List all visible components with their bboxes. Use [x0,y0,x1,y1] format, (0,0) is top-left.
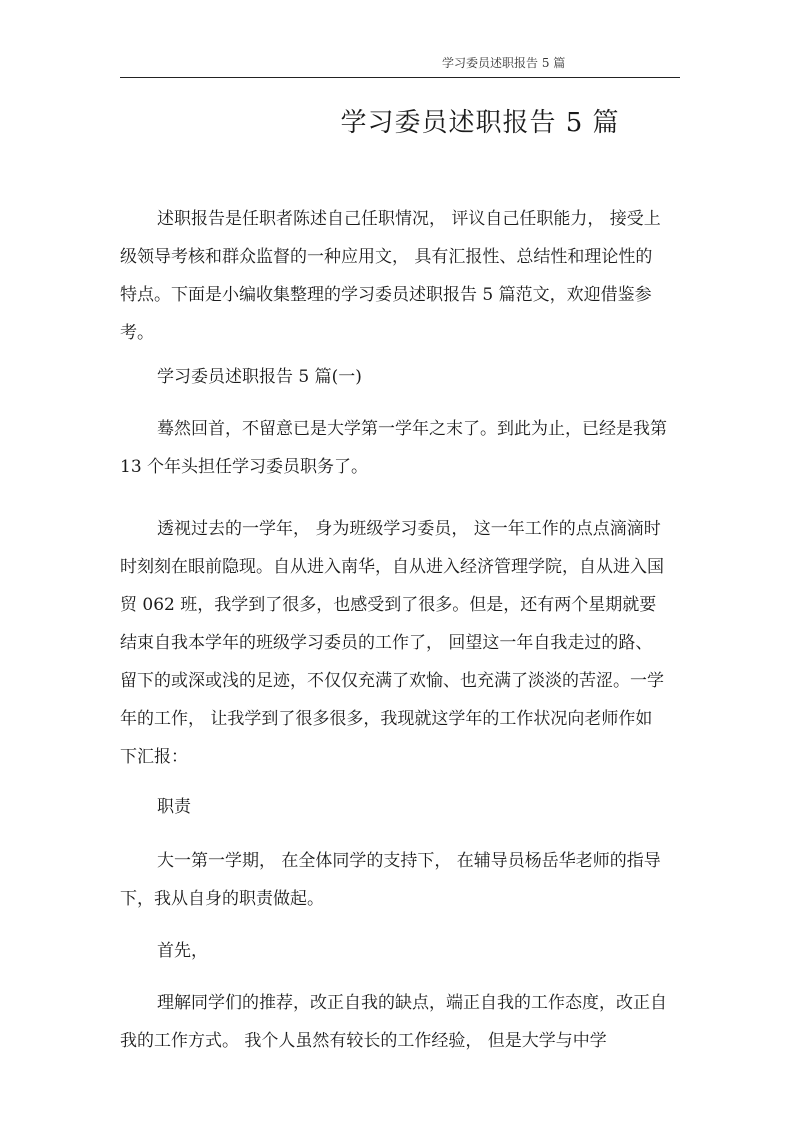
document-title: 学习委员述职报告 5 篇 [340,108,620,138]
header-divider [120,77,680,78]
body-paragraph: 首先， [157,941,208,961]
body-paragraph: 透视过去的一学年， 身为班级学习委员， 这一年工作的点点滴滴时时刻刻在眼前隐现。自从进入南华，自从进入经济管理学院，自从进入国贸 062 班，我学到了很多，也感受到了很多。但是，还有两个星期就要结束自我本学年的班级学习委员的工作了， 回望这一年自我走过的路、留下的或深或浅的足迹，不仅仅充满了欢愉、也充满了淡淡的苦涩。一学年的工作， 让我学到了很多很多，我现就这学年的工作状况向老师作如下汇报： [120,519,664,767]
section-heading: 学习委员述职报告 5 篇(一) [157,367,362,387]
page-header [0,52,800,72]
body-paragraph: 蓦然回首，不留意已是大学第一学年之末了。到此为止，已经是我第 13 个年头担任学习委员职务了。 [120,419,667,477]
subheading-duties: 职责 [157,797,191,817]
document-body [120,200,668,1060]
body-paragraph: 大一第一学期， 在全体同学的支持下， 在辅导员杨岳华老师的指导下，我从自身的职责做起。 [120,851,661,909]
body-paragraph: 理解同学们的推荐，改正自我的缺点，端正自我的工作态度，改正自我的工作方式。 我个人虽然有较长的工作经验， 但是大学与中学 [120,993,667,1051]
intro-paragraph: 述职报告是任职者陈述自己任职情况， 评议自己任职能力， 接受上级领导考核和群众监督的一种应用文， 具有汇报性、总结性和理论性的特点。下面是小编收集整理的学习委员述职报告 5 篇范文，欢迎借鉴参考。 [120,209,661,343]
running-header-title: 学习委员述职报告 5 篇 [442,56,566,70]
